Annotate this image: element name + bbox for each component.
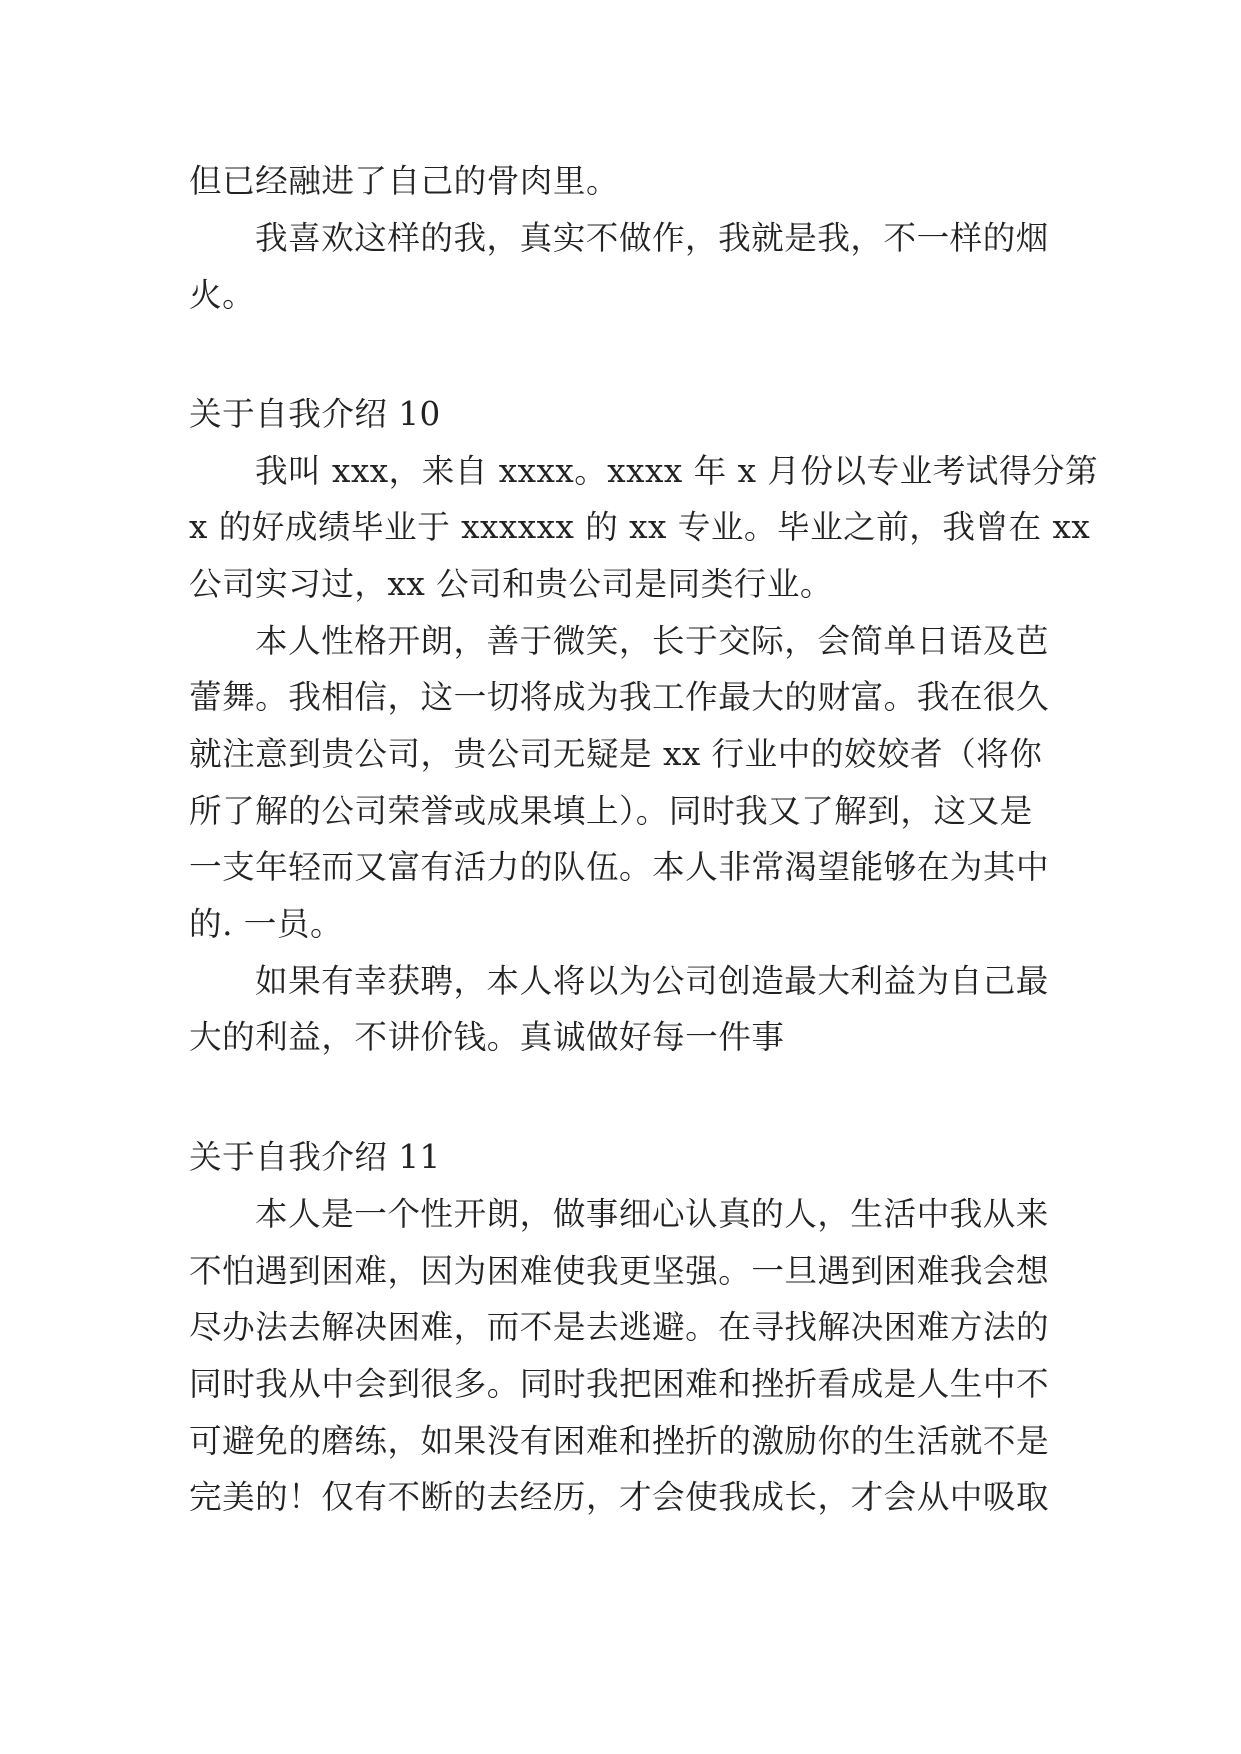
paragraph-line: 本人是一个性开朗，做事细心认真的人，生活中我从来 <box>255 1195 1049 1233</box>
paragraph-line: 一支年轻而又富有活力的队伍。本人非常渴望能够在为其中 <box>189 848 1050 886</box>
paragraph-line: 我叫 xxx，来自 xxxx。xxxx 年 x 月份以专业考试得分第 <box>255 452 1099 490</box>
paragraph-line: 但已经融进了自己的骨肉里。 <box>189 162 620 200</box>
paragraph-line: 蕾舞。我相信，这一切将成为我工作最大的财富。我在很久 <box>189 678 1050 716</box>
paragraph-line: 大的利益，不讲价钱。真诚做好每一件事 <box>189 1018 785 1056</box>
paragraph-line: 我喜欢这样的我，真实不做作，我就是我，不一样的烟 <box>255 219 1049 257</box>
paragraph-line: 火。 <box>189 276 256 314</box>
paragraph-line: 同时我从中会到很多。同时我把困难和挫折看成是人生中不 <box>189 1365 1050 1403</box>
paragraph-line: 完美的！仅有不断的去经历，才会使我成长，才会从中吸取 <box>189 1478 1050 1516</box>
section-heading: 关于自我介绍 10 <box>189 395 441 433</box>
paragraph-line: x 的好成绩毕业于 xxxxxx 的 xx 专业。毕业之前，我曾在 xx <box>189 508 1091 546</box>
paragraph-line: 尽办法去解决困难，而不是去逃避。在寻找解决困难方法的 <box>189 1308 1050 1346</box>
paragraph-line: 不怕遇到困难，因为困难使我更坚强。一旦遇到困难我会想 <box>189 1252 1050 1290</box>
paragraph-line: 就注意到贵公司，贵公司无疑是 xx 行业中的姣姣者（将你 <box>189 735 1043 773</box>
paragraph-line: 公司实习过，xx 公司和贵公司是同类行业。 <box>189 565 834 603</box>
paragraph-line: 所了解的公司荣誉或成果填上）。同时我又了解到，这又是 <box>189 792 1033 830</box>
paragraph-line: 可避免的磨练，如果没有困难和挫折的激励你的生活就不是 <box>189 1422 1050 1460</box>
section-heading: 关于自我介绍 11 <box>189 1138 441 1176</box>
paragraph-line: 本人性格开朗，善于微笑，长于交际，会简单日语及芭 <box>255 622 1049 660</box>
paragraph-line: 的. 一员。 <box>189 905 344 943</box>
paragraph-line: 如果有幸获聘，本人将以为公司创造最大利益为自己最 <box>255 962 1049 1000</box>
